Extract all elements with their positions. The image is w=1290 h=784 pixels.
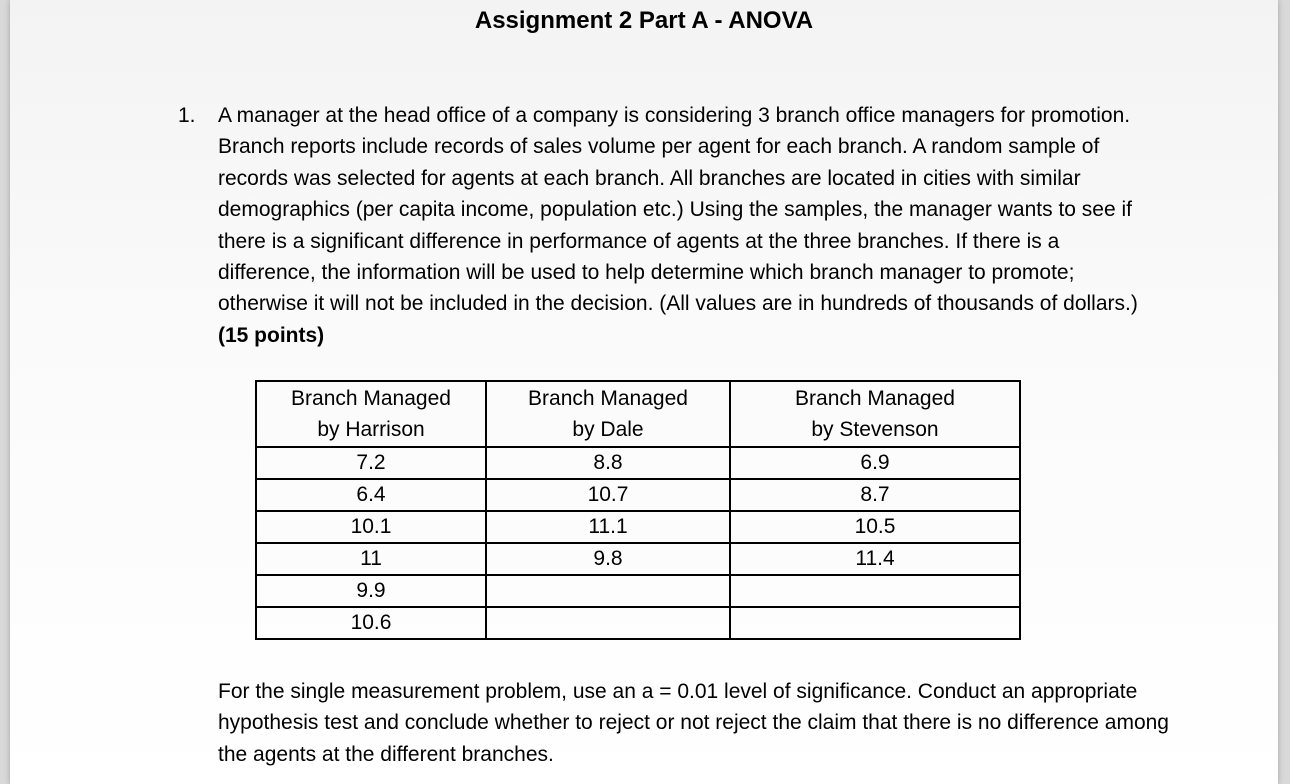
table-cell: 10.1 xyxy=(256,511,486,543)
question-body: A manager at the head office of a company is considering 3 branch office managers for promotion. Branch reports include records of sales volume per agent for each branch. A random sample of records was selected for agents at each branch. All branches are located in cities with similar demographics (per capita income, population etc.) Using the samples, the manager wants to see if there is a significant difference in performance of agents at the three branches. If there is a difference, the information will be used to help determine which branch manager to promote; otherwise it will not be included in the decision. (All values are in hundreds of thousands of dollars.) xyxy=(218,104,1138,316)
table-row xyxy=(256,479,1020,511)
header-line: Branch Managed xyxy=(291,387,451,410)
assignment-title: Assignment 2 Part A - ANOVA xyxy=(474,7,814,34)
header-dale xyxy=(486,381,730,447)
table-cell: 6.4 xyxy=(256,479,486,511)
header-line: Branch Managed xyxy=(528,387,688,410)
table-cell xyxy=(730,607,1020,639)
question-number: 1. xyxy=(178,104,196,127)
instructions-paragraph: For the single measurement problem, use an a = 0.01 level of significance. Conduct an appropriate hypothesis test and conclude whether to reject or not reject the claim that there is no difference among the agents at the different branches. xyxy=(218,680,1169,766)
header-harrison xyxy=(256,381,486,447)
table-row xyxy=(256,447,1020,479)
document-page xyxy=(10,0,1278,784)
table-cell: 9.8 xyxy=(486,543,730,575)
table-row xyxy=(256,543,1020,575)
table-cell: 11.1 xyxy=(486,511,730,543)
table-row xyxy=(256,511,1020,543)
table-cell: 9.9 xyxy=(256,575,486,607)
table-cell: 7.2 xyxy=(256,447,486,479)
header-line: by Stevenson xyxy=(811,418,939,441)
header-stevenson xyxy=(730,381,1020,447)
question-text-block xyxy=(218,100,1153,351)
table-cell: 8.7 xyxy=(730,479,1020,511)
table-cell xyxy=(486,607,730,639)
header-line: by Harrison xyxy=(317,418,425,441)
points-label: (15 points) xyxy=(218,323,325,347)
table-cell: 8.8 xyxy=(486,447,730,479)
table-cell: 10.7 xyxy=(486,479,730,511)
table-cell: 11.4 xyxy=(730,543,1020,575)
table-header-row xyxy=(256,381,1020,447)
table-cell: 6.9 xyxy=(730,447,1020,479)
table-row xyxy=(256,607,1020,639)
header-line: Branch Managed xyxy=(795,387,955,410)
branch-sales-table xyxy=(255,380,1021,640)
table-cell: 10.5 xyxy=(730,511,1020,543)
table-cell xyxy=(730,575,1020,607)
table-cell: 10.6 xyxy=(256,607,486,639)
table-cell xyxy=(486,575,730,607)
header-line: by Dale xyxy=(572,418,644,441)
table-cell: 11 xyxy=(256,543,486,575)
table-row xyxy=(256,575,1020,607)
